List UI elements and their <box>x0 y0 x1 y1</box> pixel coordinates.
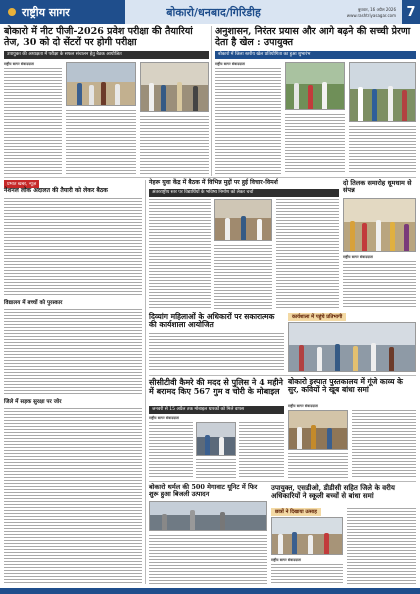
section-divider <box>4 177 416 178</box>
edition-label: बोकारो/धनबाद/गिरिडीह <box>125 0 302 24</box>
date-text: बुधवार, 16 अप्रैल 2026 <box>357 6 396 12</box>
story-7-byline: राष्ट्रीय सागर संवाददाता <box>149 416 179 420</box>
story-9-headline: बोकारो थर्मल की 500 मेगावाट यूनिट में फिर शुरू हुआ बिजली उत्पादन <box>149 483 258 499</box>
story-2-photo <box>285 62 345 110</box>
story-7-text-col-2 <box>196 459 236 478</box>
story-12-text <box>4 408 142 584</box>
story-8-byline: राष्ट्रीय सागर संवाददाता <box>288 404 318 408</box>
story-5-byline: राष्ट्रीय सागर संवाददाता <box>343 255 373 259</box>
story-7-text-col-1 <box>149 422 193 478</box>
story-1-photo <box>66 62 136 106</box>
story-8-text-col-1 <box>288 453 348 478</box>
story-4-headline: नेहरू युवा केंद्र में बैठक में विभिन्न मुद्दों पर हुई विचार-विमर्श <box>149 179 278 186</box>
page-number: 7 <box>402 0 420 24</box>
story-9-photo <box>149 501 267 531</box>
website-text: www.rashtriyasagar.com <box>346 12 396 18</box>
story-4-text-col-2 <box>214 245 272 309</box>
story-2-photo-2 <box>349 62 416 122</box>
story-7-headline: सीसीटीवी कैमरे की मदद से पुलिस ने 4 महीने में बरामद किए 567 गुम व चोरी के मोबाइल <box>149 377 283 396</box>
story-8-text-col-2 <box>352 410 416 478</box>
story-8-photo <box>288 410 348 450</box>
story-4-subhead: अंतरराष्ट्रीय स्तर पर विद्यार्थियों के भविष्य निर्माण को लेकर चर्चा <box>149 189 339 197</box>
story-6-headline: दिव्यांग महिलाओं के अधिकारों पर सकारात्मक की कार्यशाला आयोजित <box>149 312 275 330</box>
section-divider <box>149 375 416 376</box>
masthead <box>0 0 420 24</box>
story-4-text-col-3 <box>276 199 339 309</box>
column-divider <box>211 26 212 176</box>
story-3-text <box>4 198 142 296</box>
story-10-photo <box>271 517 343 555</box>
story-1-headline: बोकारो में नीट पीजी-2026 प्रवेश परीक्षा की तैयारियां तेज, 30 को दो सेंटरों पर होगी परीक्षा <box>4 26 193 48</box>
story-6-photo <box>288 322 416 372</box>
page-footer-bar <box>0 588 420 594</box>
story-1-text-col-3 <box>140 116 209 174</box>
story-10-headline: उपायुक्त, एसडीओ, डीडीसी सहित जिले के वरीय अधिकारियों ने स्कूली बच्चों से बांधा समां <box>271 483 395 500</box>
story-2-text-col-1 <box>215 68 281 174</box>
story-5-photo <box>343 198 416 252</box>
story-11-text <box>4 309 142 395</box>
story-7-text-col-3 <box>239 422 284 478</box>
story-6-ribbon: कार्यशाला में पहुंचे प्रतिभागी <box>288 313 346 321</box>
story-10-text-col-2 <box>347 508 416 584</box>
story-5-text <box>343 261 416 309</box>
story-1-photo-2 <box>140 62 209 112</box>
story-10-text-col-1 <box>271 564 343 584</box>
story-2-text-col-3 <box>349 126 416 174</box>
story-6-text <box>149 333 284 371</box>
story-10-ribbon: छात्रों ने दिखाया उत्साह <box>271 508 321 516</box>
column-divider <box>145 180 146 584</box>
story-2-headline: अनुशासन, निरंतर प्रयास और आगे बढ़ने की सच्ची प्रेरणा देता है खेल : उपायुक्त <box>215 26 411 48</box>
story-1-subhead: उपायुक्त की अध्यक्षता में परीक्षा के सफल संचालन हेतु बैठक आयोजित <box>4 51 209 59</box>
story-7-photo <box>196 422 236 456</box>
story-2-text-col-2 <box>285 114 345 174</box>
story-3-kicker: प्रभात खबर, न्यूज़ <box>4 180 39 188</box>
story-1-text-col-2 <box>66 110 136 174</box>
section-label: राष्ट्रीय सागर <box>22 5 70 19</box>
story-2-byline: राष्ट्रीय सागर संवाददाता <box>215 62 245 66</box>
section-title <box>0 0 125 24</box>
dateline <box>302 0 402 24</box>
story-1-text-col-1 <box>4 68 62 174</box>
section-divider <box>149 481 416 482</box>
section-bullet-icon <box>8 8 16 16</box>
story-5-headline: दो तिलक समारोह धूमधाम से संपन्न <box>343 179 412 195</box>
story-10-byline: राष्ट्रीय सागर संवाददाता <box>271 558 301 562</box>
story-1-byline: राष्ट्रीय सागर संवाददाता <box>4 62 34 66</box>
story-11-headline: विद्यालय में बच्चों को पुरस्कार <box>4 300 63 306</box>
story-7-subhead: जनवरी से 15 अप्रैल तक मोबाइल धारकों को मिले वापस <box>149 406 284 414</box>
story-3-headline: नेशनल लोक अदालत की तैयारी को लेकर बैठक <box>4 187 108 194</box>
story-12-headline: जिले में सड़क सुरक्षा पर जोर <box>4 399 62 405</box>
story-8-headline: बोकारो इस्पात पुस्तकालय में गूंजे काव्य के सुर, कवियों ने खूब बांधा समां <box>288 377 403 395</box>
story-9-text <box>149 535 267 584</box>
story-2-subhead: बोकारो में जिला स्तरीय खेल प्रतियोगिता का हुआ शुभारंभ <box>215 51 416 59</box>
story-4-text-col-1 <box>149 199 211 309</box>
story-4-photo <box>214 199 272 241</box>
